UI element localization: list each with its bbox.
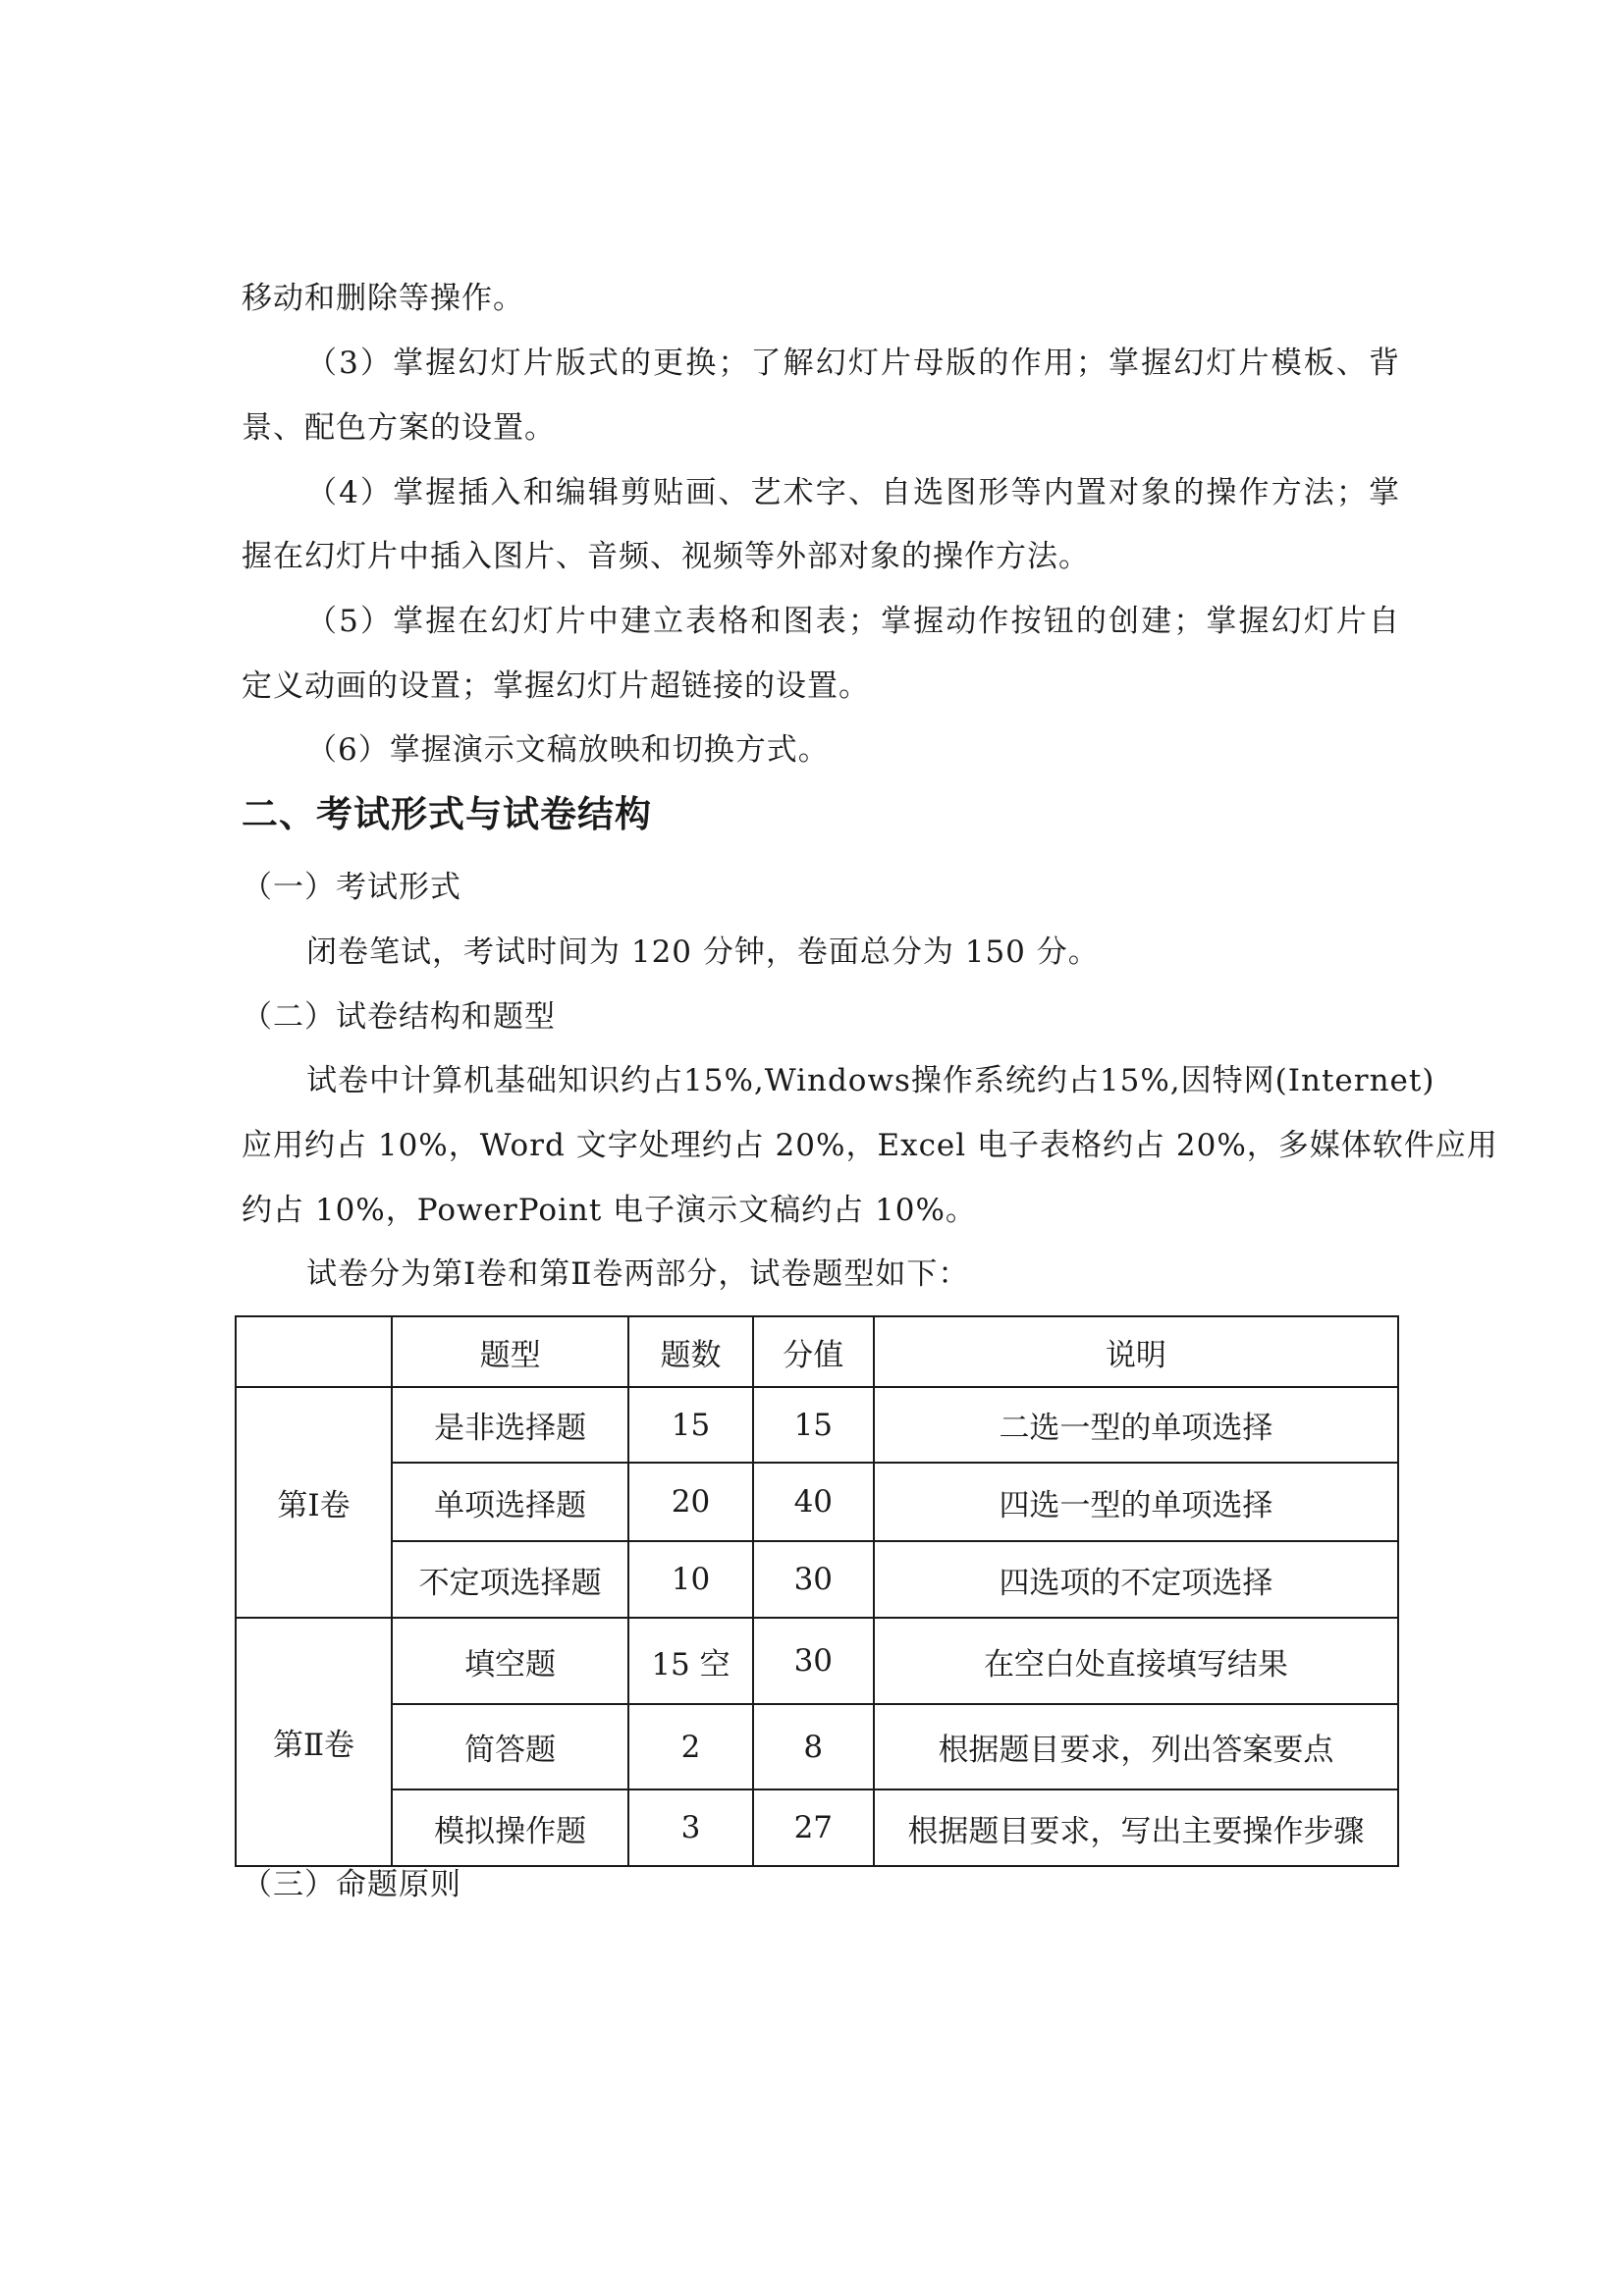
subsection-title: （二）试卷结构和题型	[242, 999, 556, 1035]
paragraph-line: 闭卷笔试，考试时间为 120 分钟，卷面总分为 150 分。	[306, 934, 1100, 970]
paragraph-line: 试卷分为第Ⅰ卷和第Ⅱ卷两部分，试卷题型如下：	[306, 1256, 970, 1292]
section-heading: 二、考试形式与试卷结构	[242, 793, 652, 835]
table-cell: 15	[628, 1387, 752, 1463]
table-cell: 20	[628, 1463, 752, 1541]
volume-cell: 第Ⅰ卷	[236, 1387, 392, 1618]
paragraph-line: （3）掌握幻灯片版式的更换；了解幻灯片母版的作用；掌握幻灯片模板、背	[306, 346, 1400, 381]
header-cell: 题数	[628, 1316, 752, 1387]
paragraph-line: 握在幻灯片中插入图片、音频、视频等外部对象的操作方法。	[242, 539, 1090, 574]
table-cell: 二选一型的单项选择	[874, 1387, 1398, 1463]
paragraph-line: 移动和删除等操作。	[242, 281, 524, 316]
paragraph-line: （4）掌握插入和编辑剪贴画、艺术字、自选图形等内置对象的操作方法；掌	[306, 475, 1400, 510]
table-cell: 单项选择题	[392, 1463, 628, 1541]
paragraph-line: 试卷中计算机基础知识约占15%,Windows操作系统约占15%,因特网(Internet)	[306, 1063, 1435, 1098]
table-cell: 10	[628, 1541, 752, 1618]
paragraph-line: 约占 10%，PowerPoint 电子演示文稿约占 10%。	[242, 1193, 977, 1228]
table-cell: 15 空	[628, 1618, 752, 1704]
table-cell: 2	[628, 1704, 752, 1789]
table-cell: 简答题	[392, 1704, 628, 1789]
exam-structure-table	[235, 1315, 1399, 1867]
header-cell: 分值	[753, 1316, 874, 1387]
header-cell: 题型	[392, 1316, 628, 1387]
paragraph-line: 景、配色方案的设置。	[242, 410, 556, 446]
table-cell: 15	[753, 1387, 874, 1463]
table-cell: 四选项的不定项选择	[874, 1541, 1398, 1618]
table-cell: 27	[753, 1789, 874, 1866]
table-cell: 四选一型的单项选择	[874, 1463, 1398, 1541]
table-cell: 40	[753, 1463, 874, 1541]
table-cell: 填空题	[392, 1618, 628, 1704]
volume-cell: 第Ⅱ卷	[236, 1618, 392, 1866]
subsection-title: （三）命题原则	[242, 1867, 461, 1902]
table-row	[236, 1704, 1398, 1789]
table-cell: 30	[753, 1618, 874, 1704]
paragraph-line: （5）掌握在幻灯片中建立表格和图表；掌握动作按钮的创建；掌握幻灯片自	[306, 604, 1400, 639]
table-cell: 根据题目要求，写出主要操作步骤	[874, 1789, 1398, 1866]
paragraph-line: （6）掌握演示文稿放映和切换方式。	[306, 732, 830, 768]
header-cell: 说明	[874, 1316, 1398, 1387]
table-row	[236, 1541, 1398, 1618]
table-cell: 30	[753, 1541, 874, 1618]
table-row	[236, 1463, 1398, 1541]
table-cell: 3	[628, 1789, 752, 1866]
table-cell: 根据题目要求，列出答案要点	[874, 1704, 1398, 1789]
header-cell	[236, 1316, 392, 1387]
table-row	[236, 1789, 1398, 1866]
table-cell: 是非选择题	[392, 1387, 628, 1463]
paragraph-line: 定义动画的设置；掌握幻灯片超链接的设置。	[242, 668, 870, 704]
table-cell: 8	[753, 1704, 874, 1789]
subsection-title: （一）考试形式	[242, 870, 461, 905]
table-cell: 不定项选择题	[392, 1541, 628, 1618]
table-row	[236, 1387, 1398, 1463]
table-cell: 模拟操作题	[392, 1789, 628, 1866]
table-header-row	[236, 1316, 1398, 1387]
table-cell: 在空白处直接填写结果	[874, 1618, 1398, 1704]
paragraph-line: 应用约占 10%，Word 文字处理约占 20%，Excel 电子表格约占 20%，多媒体软件应用	[242, 1128, 1498, 1163]
table-row	[236, 1618, 1398, 1704]
